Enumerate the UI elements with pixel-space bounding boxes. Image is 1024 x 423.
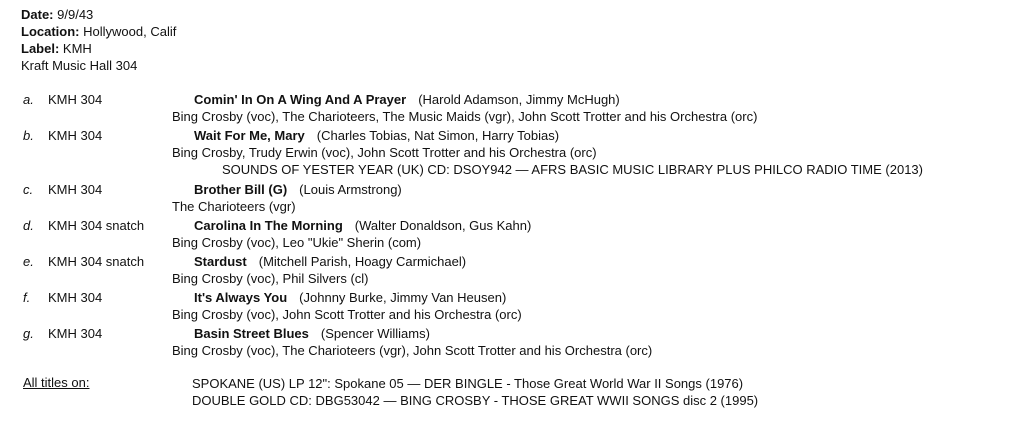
track-letter: g. [23,326,34,341]
track-composers: (Johnny Burke, Jimmy Van Heusen) [299,290,507,305]
date-value: 9/9/43 [57,7,94,22]
track-letter: c. [23,182,34,197]
track-matrix: KMH 304 [48,182,103,197]
track-credits: Bing Crosby (voc), The Charioteers, The Music Maids (vgr), John Scott Trotter and his Orchestra (orc) [172,109,758,124]
all-titles-issues [192,375,758,409]
track-title-line [194,92,620,107]
track-title: Wait For Me, Mary [194,128,305,143]
track-title: It's Always You [194,290,288,305]
track-matrix: KMH 304 snatch [48,254,145,269]
issue-line: DOUBLE GOLD CD: DBG53042 — BING CROSBY - THOSE GREAT WWII SONGS disc 2 (1995) [192,393,759,408]
label-line [21,40,176,57]
track-credits: Bing Crosby (voc), John Scott Trotter and his Orchestra (orc) [172,307,522,322]
track-title: Carolina In The Morning [194,218,343,233]
track-credits: Bing Crosby (voc), Phil Silvers (cl) [172,271,369,286]
track-title: Stardust [194,254,247,269]
track-matrix: KMH 304 [48,128,103,143]
track-title-line [194,290,506,305]
track-title: Brother Bill (G) [194,182,288,197]
track-title-line [194,326,430,341]
track-title: Basin Street Blues [194,326,309,341]
track-letter: b. [23,128,34,143]
label-label: Label: [21,41,60,56]
location-value: Hollywood, Calif [83,24,177,39]
track-composers: (Louis Armstrong) [299,182,402,197]
program-line: Kraft Music Hall 304 [21,58,138,73]
track-credits: Bing Crosby, Trudy Erwin (voc), John Scott Trotter and his Orchestra (orc) [172,145,597,160]
track-matrix: KMH 304 [48,92,103,107]
track-matrix: KMH 304 snatch [48,218,145,233]
track-title: Comin' In On A Wing And A Prayer [194,92,407,107]
track-letter: f. [23,290,31,305]
issue-line: SPOKANE (US) LP 12": Spokane 05 — DER BINGLE - Those Great World War II Songs (1976) [192,376,744,391]
track-composers: (Charles Tobias, Nat Simon, Harry Tobias) [316,128,560,143]
label-value: KMH [62,41,92,56]
track-title-line [194,182,402,197]
track-matrix: KMH 304 [48,290,103,305]
track-letter: a. [23,92,34,107]
track-credits: Bing Crosby (voc), The Charioteers (vgr), John Scott Trotter and his Orchestra (orc) [172,343,653,358]
track-composers: (Spencer Williams) [320,326,430,341]
track-letter: d. [23,218,34,233]
track-credits: Bing Crosby (voc), Leo "Ukie" Sherin (com) [172,235,422,250]
track-composers: (Harold Adamson, Jimmy McHugh) [418,92,620,107]
track-issue: SOUNDS OF YESTER YEAR (UK) CD: DSOY942 — AFRS BASIC MUSIC LIBRARY PLUS PHILCO RADIO TIME (2013) [222,162,923,177]
track-title-line [194,128,559,143]
date-label: Date: [21,7,54,22]
track-letter: e. [23,254,34,269]
date-line [21,6,176,23]
location-line [21,23,176,40]
session-header [21,6,176,74]
track-matrix: KMH 304 [48,326,103,341]
track-credits: The Charioteers (vgr) [172,199,296,214]
track-composers: (Mitchell Parish, Hoagy Carmichael) [258,254,467,269]
track-title-line [194,254,466,269]
track-composers: (Walter Donaldson, Gus Kahn) [354,218,532,233]
all-titles-label: All titles on: [23,375,90,390]
track-title-line [194,218,531,233]
location-label: Location: [21,24,80,39]
